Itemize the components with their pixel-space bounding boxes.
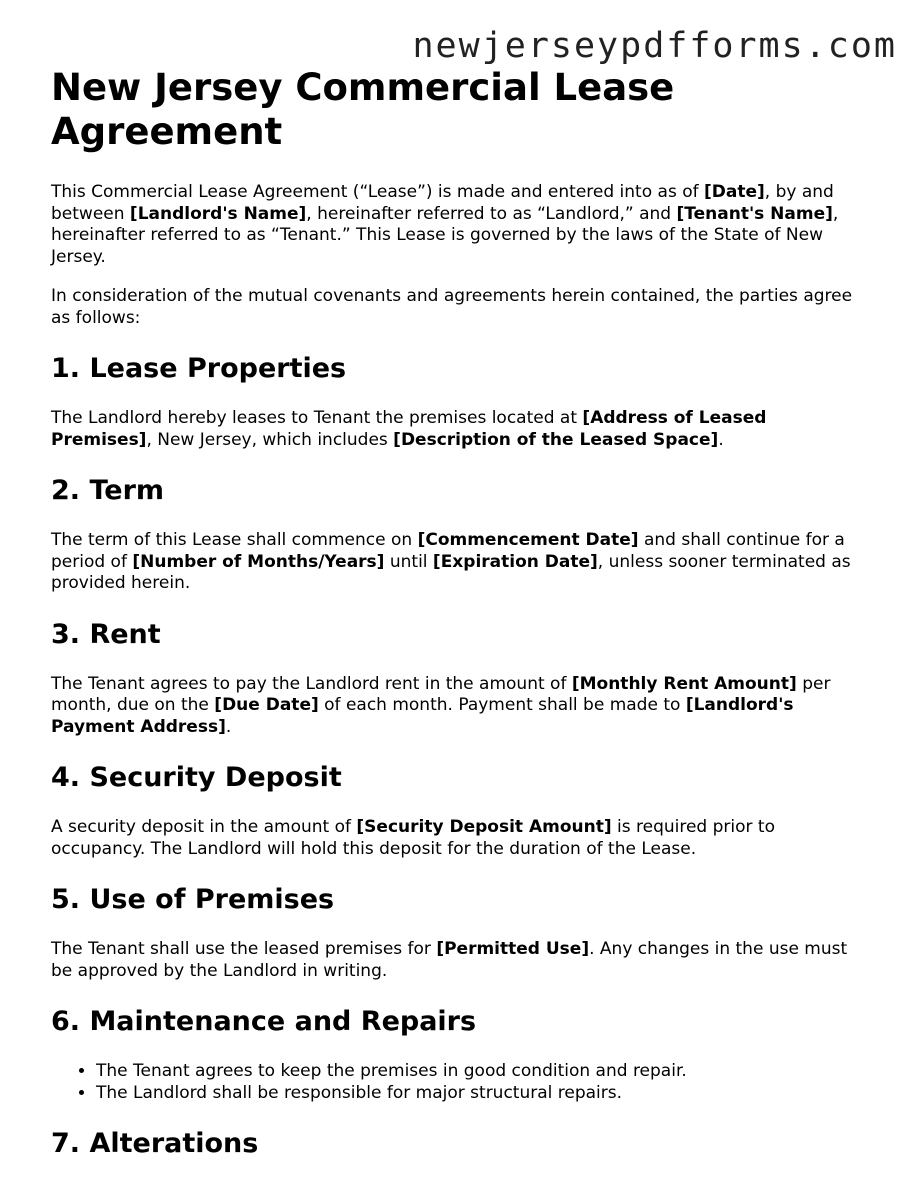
section-text: The Landlord hereby leases to Tenant the premises located at [51, 408, 583, 428]
section-heading-term: 2. Term [51, 475, 165, 506]
section-heading-maintenance: 6. Maintenance and Repairs [51, 1006, 477, 1037]
permitted-use-placeholder: [Permitted Use] [436, 939, 590, 959]
intro-text: , hereinafter referred to as “Landlord,” and [306, 203, 677, 224]
section-text: . [718, 429, 724, 450]
maintenance-list [51, 1061, 863, 1104]
section-text: is required prior to occupancy. The Landlord will hold this deposit for the duration of the Lease. [51, 817, 775, 859]
intro-text: This Commercial Lease Agreement (“Lease”) is made and entered into as of [51, 182, 704, 202]
section-heading-security-deposit: 4. Security Deposit [51, 762, 342, 793]
due-date-placeholder: [Due Date] [214, 695, 319, 715]
payment-address-placeholder: [Landlord's Payment Address] [51, 695, 794, 737]
section-text: . Any changes in the use must be approved by the Landlord in writing. [51, 939, 848, 981]
section-text: The Tenant agrees to pay the Landlord rent in the amount of [51, 673, 572, 694]
intro-paragraph [51, 182, 863, 268]
section-text: A security deposit in the amount of [51, 817, 357, 837]
list-item: • The Landlord shall be responsible for major structural repairs. [96, 1083, 863, 1105]
section-text: The Tenant shall use the leased premises for [51, 939, 437, 959]
section-text: The term of this Lease shall commence on [51, 530, 418, 550]
section-text: , unless sooner terminated as provided herein. [51, 551, 851, 593]
section-text: until [384, 551, 433, 572]
date-placeholder: [Date] [704, 182, 765, 202]
section-text: of each month. Payment shall be made to [318, 695, 686, 715]
use-of-premises-paragraph [51, 939, 863, 982]
security-deposit-placeholder: [Security Deposit Amount] [356, 817, 612, 837]
expiration-date-placeholder: [Expiration Date] [432, 551, 598, 572]
section-heading-lease-properties: 1. Lease Properties [51, 353, 347, 384]
consideration-paragraph: In consideration of the mutual covenants and agreements herein contained, the parties agree as follows: [51, 286, 853, 328]
section-text: , New Jersey, which includes [146, 429, 394, 450]
document-title: New Jersey Commercial Lease Agreement [51, 66, 675, 153]
watermark-text: newjerseypdfforms.com [412, 26, 897, 66]
intro-text: , by and between [51, 182, 834, 224]
document-page [51, 66, 863, 1183]
section-heading-rent: 3. Rent [51, 618, 161, 650]
space-description-placeholder: [Description of the Leased Space] [393, 429, 719, 450]
term-paragraph [51, 530, 863, 595]
section-text: and shall continue for a period of [51, 530, 845, 572]
tenant-name-placeholder: [Tenant's Name] [676, 203, 833, 224]
landlord-name-placeholder: [Landlord's Name] [129, 203, 307, 224]
lease-properties-paragraph [51, 408, 863, 451]
rent-paragraph [51, 674, 863, 739]
address-placeholder: [Address of Leased Premises] [51, 408, 767, 450]
section-heading-alterations: 7. Alterations [51, 1128, 259, 1159]
section-text: . [225, 716, 232, 737]
commencement-date-placeholder: [Commencement Date] [417, 530, 639, 550]
intro-text: , hereinafter referred to as “Tenant.” This Lease is governed by the laws of the State of New Jersey. [51, 203, 839, 267]
duration-placeholder: [Number of Months/Years] [132, 551, 385, 572]
section-heading-use-of-premises: 5. Use of Premises [51, 884, 335, 915]
security-deposit-paragraph [51, 817, 863, 860]
list-item: • The Tenant agrees to keep the premises in good condition and repair. [96, 1061, 863, 1083]
section-text: per month, due on the [51, 673, 831, 715]
monthly-rent-placeholder: [Monthly Rent Amount] [571, 673, 797, 694]
